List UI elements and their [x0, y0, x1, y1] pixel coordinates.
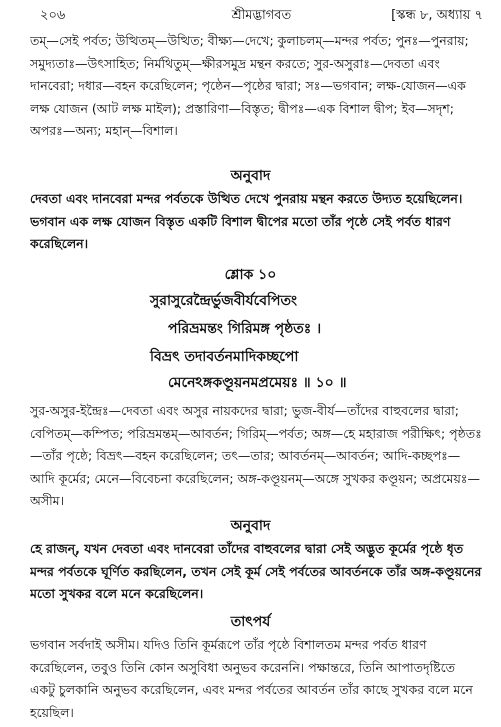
verse-heading: শ্লোক ১০ [224, 267, 277, 283]
synonyms-top: তম্—সেই পর্বত; উত্থিতম্—উত্থিত; বীক্ষ্য—দেখে; কুলাচলম্—মন্দর পর্বত; পুনঃ—পুনরায়; সমুদ্যতাঃ—উৎসাহিত; নির্মথিতুম্—ক্ষীরসমুদ্র মন্থন করতে; সুর-অসুরাঃ—দেবতা এবং দানবেরা; দধার—বহন করেছিলেন; পৃষ্ঠেন—পৃষ্ঠের দ্বারা; সঃ—ভগবান; লক্ষ-যোজন—এক লক্ষ যোজন (আট লক্ষ মাইল); প্রস্তারিণা—বিস্তৃত; দ্বীপঃ—এক বিশাল দ্বীপ; ইব—সদৃশ; অপরঃ—অন্য; মহান্—বিশাল। [30, 33, 469, 138]
translation-heading-2: অনুবাদ [230, 518, 271, 534]
purport-heading: তাৎপর্য [230, 614, 271, 630]
verse-line-2: পরিভ্রমন্তং গিরিমঙ্গ পৃষ্ঠতঃ । [168, 321, 322, 337]
page-header [40, 6, 483, 26]
translation-1: দেবতা এবং দানবেরা মন্দর পর্বতকে উত্থিত দেখে পুনরায় মন্থন করতে উদ্যত হয়েছিলেন। ভগবান এক লক্ষ যোজন বিস্তৃত একটি বিশাল দ্বীপের মতো তাঁর পৃষ্ঠে সেই পর্বত ধারণ করেছিলেন। [30, 191, 463, 251]
verse-line-3: বিভ্রৎ তদাবর্তনমাদিকচ্ছপো [150, 349, 299, 365]
translation-2: হে রাজন্, যখন দেবতা এবং দানবেরা তাঁদের বাহুবলের দ্বারা সেই অদ্ভুত কূর্মের পৃষ্ঠে ধৃত মন্দর পর্বতকে ঘূর্ণিত করছিলেন, তখন সেই কূর্ম সেই পর্বতের আবর্তনকে তাঁর অঙ্গ-কণ্ডূয়নের মতো সুখকর বলে মনে করেছিলেন। [30, 541, 482, 601]
verse-line-1: সুরাসুরেন্দ্রৈর্ভুজবীর্যবেপিতং [150, 293, 298, 309]
purport-text: ভগবান সর্বদাই অসীম। যদিও তিনি কূর্মরূপে তাঁর পৃষ্ঠে বিশালতম মন্দর পর্বত ধারণ করেছিলেন, তবুও তিনি কোন অসুবিধা অনুভব করেননি। পক্ষান্তরে, তিনি আপাতদৃষ্টিতে একটু চুলকানি অনুভব করেছিলেন, এবং মন্দর পর্বতের আবর্তন তাঁর কাছে সুখকর বলে মনে হয়েছিল। [30, 637, 473, 720]
translation-heading-1: অনুবাদ [230, 168, 271, 184]
section-reference: [স্কন্ধ ৮, অধ্যায় ৭ [391, 7, 483, 23]
page-number: ২০৬ [40, 7, 66, 23]
book-title: শ্রীমদ্ভাগবত [231, 7, 292, 23]
synonyms-verse: সুর-অসুর-ইন্দ্রৈঃ—দেবতা এবং অসুর নায়কদের দ্বারা; ভুজ-বীর্য—তাঁদের বাহুবলের দ্বারা; বেপিতম্—কম্পিত; পরিভ্রমন্তম্—আবর্তন; গিরিম্—পর্বত; অঙ্গ—হে মহারাজ পরীক্ষিৎ; পৃষ্ঠতঃ—তাঁর পৃষ্ঠে; বিভ্রৎ—বহন করেছিলেন; তৎ—তার; আবর্তনম্—আবর্তন; আদি-কচ্ছপঃ—আদি কূর্মের; মেনে—বিবেচনা করেছিলেন; অঙ্গ-কণ্ডূয়নম্—অঙ্গে সুখকর কণ্ডূয়ন; অপ্রমেয়ঃ—অসীম। [30, 403, 482, 508]
verse-line-4: মেনেঽঙ্গকণ্ডূয়নমপ্রমেয়ঃ ॥ ১০ ॥ [168, 375, 347, 391]
